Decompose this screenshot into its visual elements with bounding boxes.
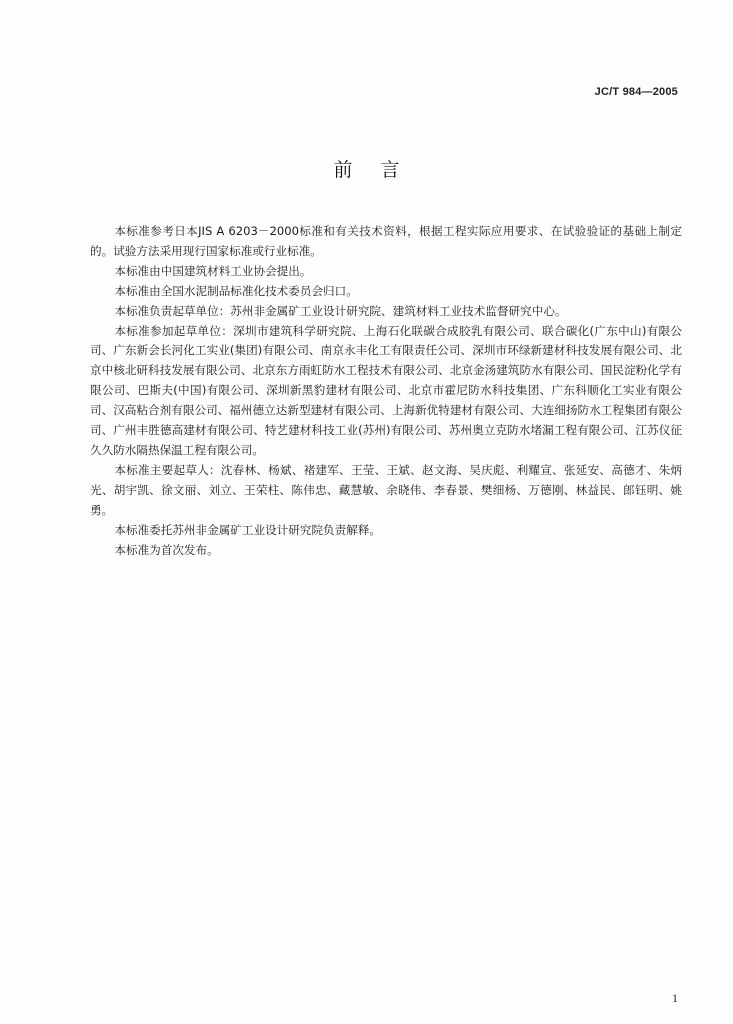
paragraph-participating-drafters: 本标准参加起草单位：深圳市建筑科学研究院、上海石化联碳合成胶乳有限公司、联合碳化(广东中山)有限公司、广东新会长河化工实业(集团)有限公司、南京永丰化工有限责任公司、深圳市环绿新建材科技发展有限公司、北京中核北研科技发展有限公司、北京东方雨虹防水工程技术有限公司、北京金汤建筑防水有限公司、国民淀粉化学有限公司、巴斯夫(中国)有限公司、深圳新黑豹建材有限公司、北京市霍尼防水科技集团、广东科顺化工实业有限公司、汉高粘合剂有限公司、福州德立达新型建材有限公司、上海新优特建材有限公司、大连细扬防水工程集团有限公司、广州丰胜德高建材有限公司、特艺建材科技工业(苏州)有限公司、苏州奥立克防水堵漏工程有限公司、江苏仪征久久防水隔热保温工程有限公司。: [90, 323, 682, 457]
paragraph-first-release: 本标准为首次发布。: [114, 542, 219, 557]
paragraph-reference: 本标准参考日本JIS A 6203－2000标准和有关技术资料，根据工程实际应用要求、在试验验证的基础上制定的。试验方法采用现行国家标准或行业标准。: [90, 224, 682, 258]
paragraph-lead-drafter: 本标准负责起草单位：苏州非金属矿工业设计研究院、建筑材料工业技术监督研究中心。: [114, 303, 567, 318]
paragraph-administrator: 本标准由全国水泥制品标准化技术委员会归口。: [114, 283, 358, 298]
foreword-body: [90, 222, 682, 560]
page-number: 1: [672, 991, 678, 1005]
paragraph-main-drafters: 本标准主要起草人：沈春林、杨斌、褚建军、王莹、王斌、赵文海、吴庆彪、利耀宣、张延安、高德才、朱炳光、胡宇凯、徐文丽、刘立、王荣柱、陈伟忠、藏慧敏、余晓伟、李春景、樊细杨、万德刚、林益民、郎钰明、姚勇。: [90, 462, 682, 517]
standard-code: JC/T 984—2005: [594, 86, 678, 98]
page-title: 前言: [333, 159, 428, 181]
paragraph-proposer: 本标准由中国建筑材料工业协会提出。: [114, 263, 312, 278]
paragraph-interpretation: 本标准委托苏州非金属矿工业设计研究院负责解释。: [114, 522, 382, 537]
